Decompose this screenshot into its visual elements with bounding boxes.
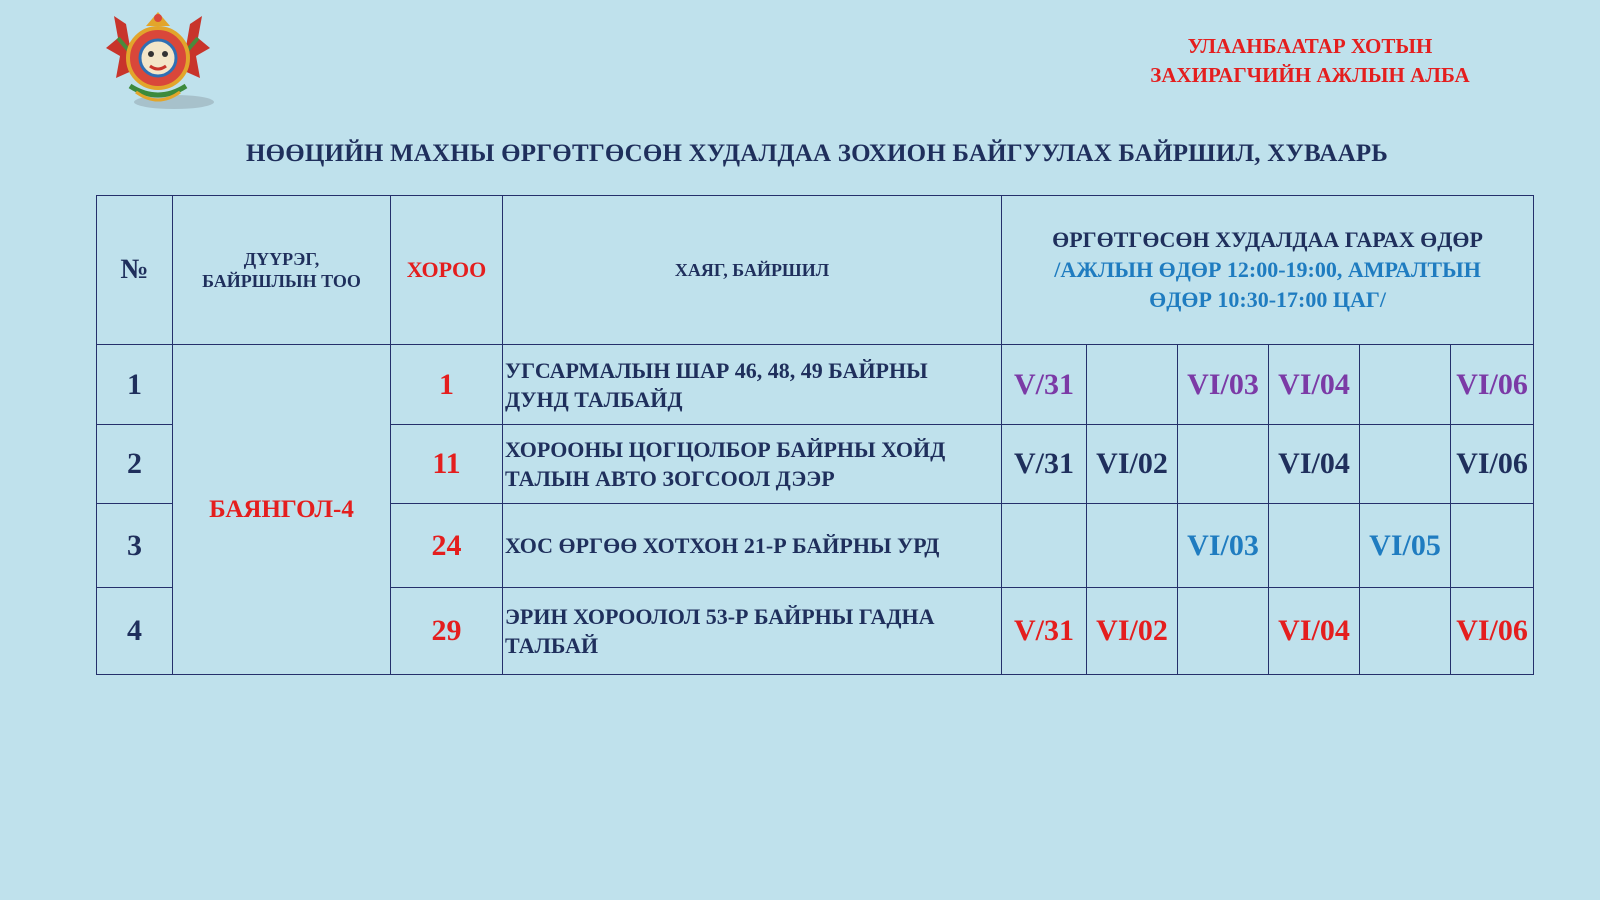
date-cell <box>1360 425 1451 504</box>
date-cell <box>1002 504 1087 588</box>
date-cell: V/31 <box>1002 345 1087 425</box>
address-line1: ЭРИН ХОРООЛОЛ 53-Р БАЙРНЫ ГАДНА <box>505 604 935 629</box>
table-row <box>97 345 1534 425</box>
date-cell: VI/02 <box>1087 588 1178 675</box>
date-cell <box>1451 504 1534 588</box>
row-no: 1 <box>97 345 173 425</box>
date-cell <box>1269 504 1360 588</box>
header-trade-days-hours-line1: /АЖЛЫН ӨДӨР 12:00-19:00, АМРАЛТЫН <box>1054 257 1481 282</box>
date-cell: VI/04 <box>1269 425 1360 504</box>
date-cell: V/31 <box>1002 425 1087 504</box>
header-district-line2: БАЙРШЛЫН ТОО <box>202 271 361 291</box>
date-cell: VI/03 <box>1178 504 1269 588</box>
district-cell: БАЯНГОЛ-4 <box>173 345 391 675</box>
date-cell: V/31 <box>1002 588 1087 675</box>
row-address <box>503 588 1002 675</box>
date-cell: VI/06 <box>1451 345 1534 425</box>
row-horoo: 11 <box>391 425 503 504</box>
address-line2: ТАЛЫН АВТО ЗОГСООЛ ДЭЭР <box>505 466 835 491</box>
page-title: НӨӨЦИЙН МАХНЫ ӨРГӨТГӨСӨН ХУДАЛДАА ЗОХИОН БАЙГУУЛАХ БАЙРШИЛ, ХУВААРЬ <box>245 140 1389 167</box>
date-cell <box>1360 345 1451 425</box>
organization-name <box>1110 32 1510 90</box>
date-cell <box>1178 588 1269 675</box>
header-district-line1: ДҮҮРЭГ, <box>243 249 320 269</box>
org-line-2: ЗАХИРАГЧИЙН АЖЛЫН АЛБА <box>1150 63 1470 87</box>
date-cell <box>1087 345 1178 425</box>
row-address <box>503 504 1002 588</box>
address-line2: ДУНД ТАЛБАЙД <box>505 386 683 412</box>
header-address: ХАЯГ, БАЙРШИЛ <box>503 196 1002 345</box>
date-cell <box>1178 425 1269 504</box>
header-horoo: ХОРОО <box>391 196 503 345</box>
date-cell: VI/05 <box>1360 504 1451 588</box>
date-cell: VI/06 <box>1451 588 1534 675</box>
row-no: 4 <box>97 588 173 675</box>
row-horoo: 1 <box>391 345 503 425</box>
row-horoo: 24 <box>391 504 503 588</box>
address-line2: ТАЛБАЙ <box>505 633 599 658</box>
state-emblem-icon <box>96 8 220 112</box>
row-no: 2 <box>97 425 173 504</box>
address-line1: ХОРООНЫ ЦОГЦОЛБОР БАЙРНЫ ХОЙД <box>505 437 946 462</box>
org-line-1: УЛААНБААТАР ХОТЫН <box>1187 34 1433 58</box>
date-cell: VI/04 <box>1269 588 1360 675</box>
date-cell <box>1360 588 1451 675</box>
header-trade-days-hours-line2: ӨДӨР 10:30-17:00 ЦАГ/ <box>1149 287 1386 312</box>
header-district <box>173 196 391 345</box>
date-cell: VI/04 <box>1269 345 1360 425</box>
date-cell: VI/03 <box>1178 345 1269 425</box>
table-header-row <box>97 196 1534 345</box>
date-cell: VI/02 <box>1087 425 1178 504</box>
header-trade-days <box>1002 196 1534 345</box>
date-cell <box>1087 504 1178 588</box>
address-line1: УГСАРМАЛЫН ШАР 46, 48, 49 БАЙРНЫ <box>505 357 928 383</box>
schedule-table <box>96 195 1534 675</box>
row-horoo: 29 <box>391 588 503 675</box>
address-line1: ХОС ӨРГӨӨ ХОТХОН 21-Р БАЙРНЫ УРД <box>505 533 940 558</box>
row-no: 3 <box>97 504 173 588</box>
header-no: № <box>97 196 173 345</box>
header-trade-days-title: ӨРГӨТГӨСӨН ХУДАЛДАА ГАРАХ ӨДӨР <box>1052 227 1483 252</box>
row-address <box>503 345 1002 425</box>
row-address <box>503 425 1002 504</box>
date-cell: VI/06 <box>1451 425 1534 504</box>
